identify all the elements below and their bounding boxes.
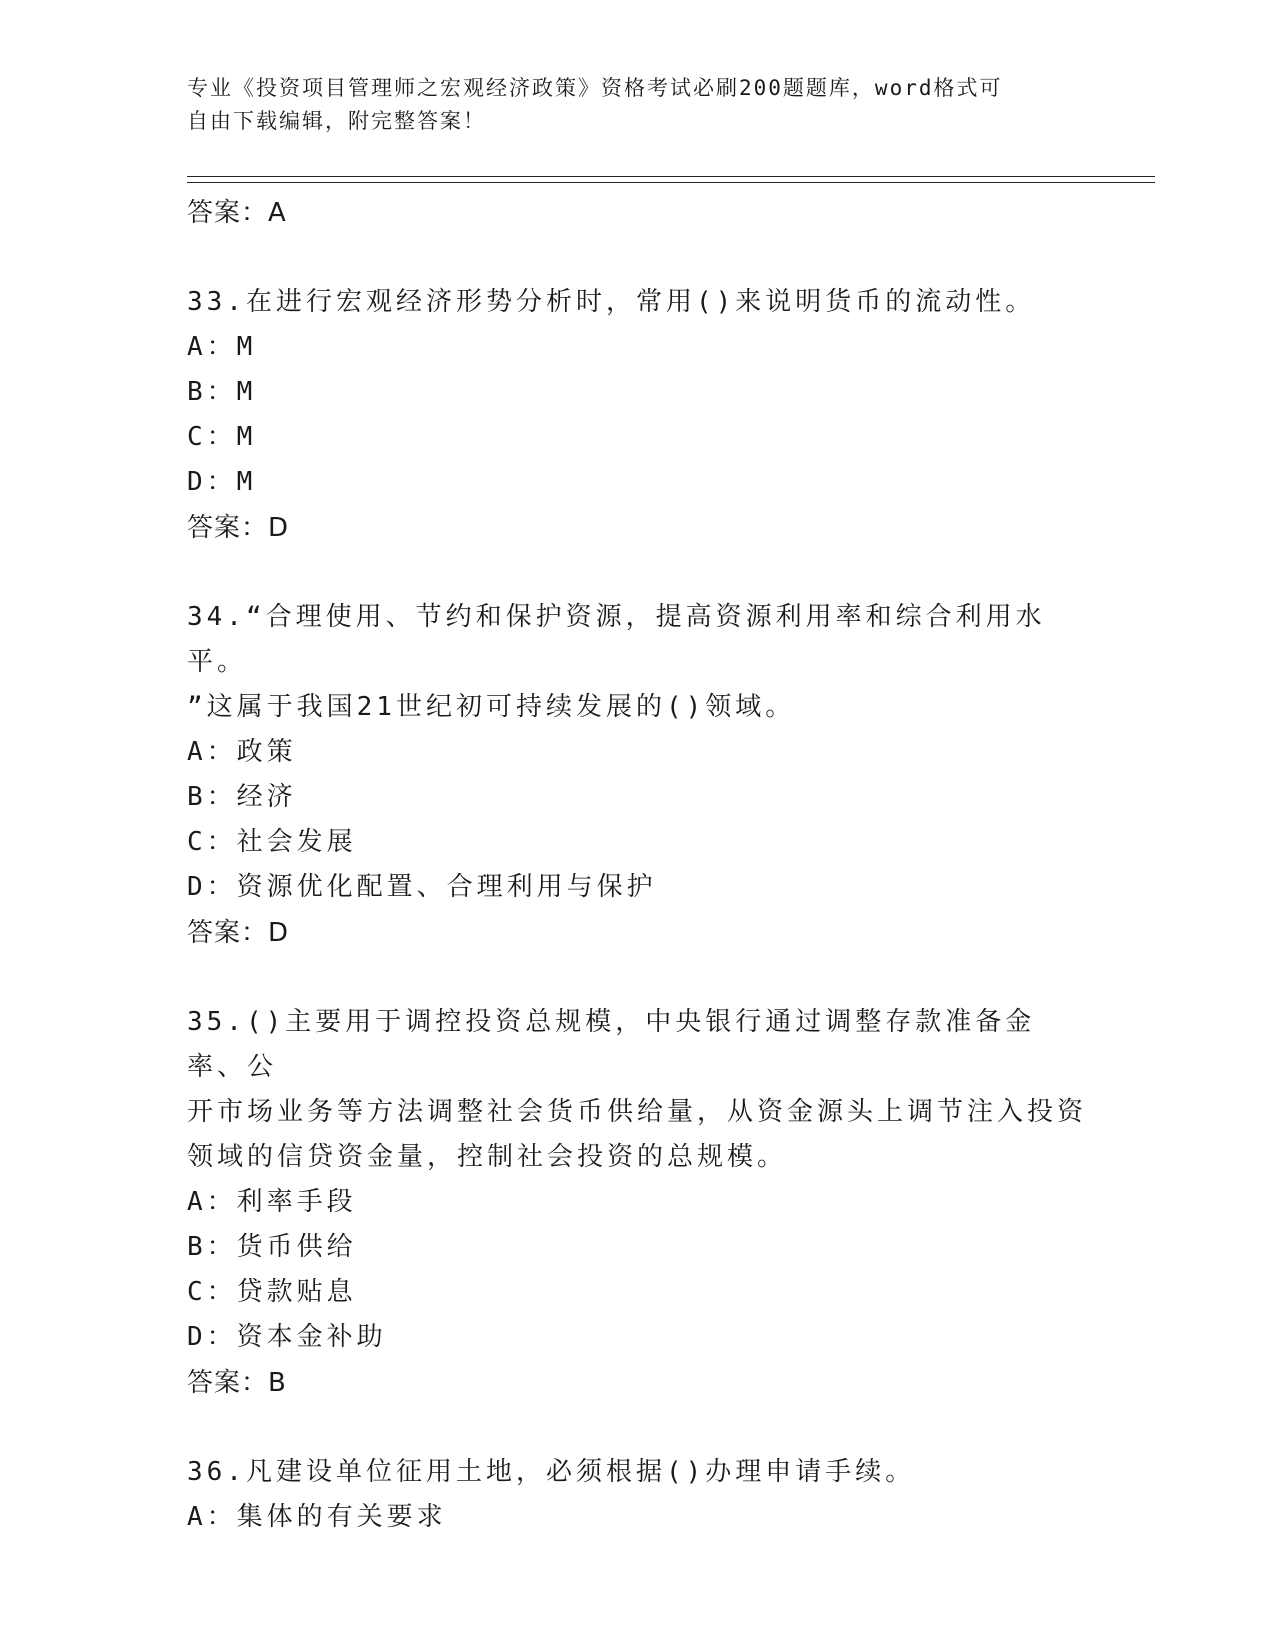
answer-line: 答案：A <box>187 198 287 228</box>
header-line-1: 专业《投资项目管理师之宏观经济政策》资格考试必刷200题题库，word格式可 <box>187 76 1003 100</box>
option-d: D：资源优化配置、合理利用与保护 <box>187 872 657 902</box>
option-a: A：政策 <box>187 737 297 767</box>
option-d: D：M <box>187 467 257 497</box>
option-c: C：贷款贴息 <box>187 1277 357 1307</box>
answer-line: 答案：D <box>187 918 290 948</box>
option-b: B：货币供给 <box>187 1232 357 1262</box>
question-36 <box>187 1450 1087 1540</box>
option-a: A：集体的有关要求 <box>187 1502 447 1532</box>
question-text: 33.在进行宏观经济形势分析时，常用()来说明货币的流动性。 <box>187 287 1036 317</box>
question-34 <box>187 595 1087 956</box>
question-text-line-2: ”这属于我国21世纪初可持续发展的()领域。 <box>187 692 796 722</box>
question-text-line-1: 34.“合理使用、节约和保护资源，提高资源利用率和综合利用水平。 <box>187 602 1046 677</box>
option-b: B：M <box>187 377 257 407</box>
header-line-2: 自由下载编辑，附完整答案！ <box>187 109 486 133</box>
answer-line: 答案：D <box>187 513 290 543</box>
option-c: C：M <box>187 422 257 452</box>
option-a: A：利率手段 <box>187 1187 357 1217</box>
question-text-line-2: 开市场业务等方法调整社会货币供给量，从资金源头上调节注入投资 <box>187 1097 1088 1127</box>
option-b: B：经济 <box>187 782 297 812</box>
question-text-line-1: 35.()主要用于调控投资总规模，中央银行通过调整存款准备金率、公 <box>187 1007 1036 1082</box>
question-text: 36.凡建设单位征用土地，必须根据()办理申请手续。 <box>187 1457 916 1487</box>
question-text-line-3: 领域的信贷资金量，控制社会投资的总规模。 <box>187 1142 788 1172</box>
question-35 <box>187 1000 1087 1406</box>
option-c: C：社会发展 <box>187 827 357 857</box>
option-d: D：资本金补助 <box>187 1322 387 1352</box>
answer-line: 答案：B <box>187 1368 287 1398</box>
page-header <box>187 72 1067 138</box>
option-a: A：M <box>187 332 257 362</box>
question-list <box>187 190 1087 1540</box>
question-33 <box>187 280 1087 551</box>
header-divider-bottom <box>187 182 1155 183</box>
header-divider-top <box>187 176 1155 177</box>
